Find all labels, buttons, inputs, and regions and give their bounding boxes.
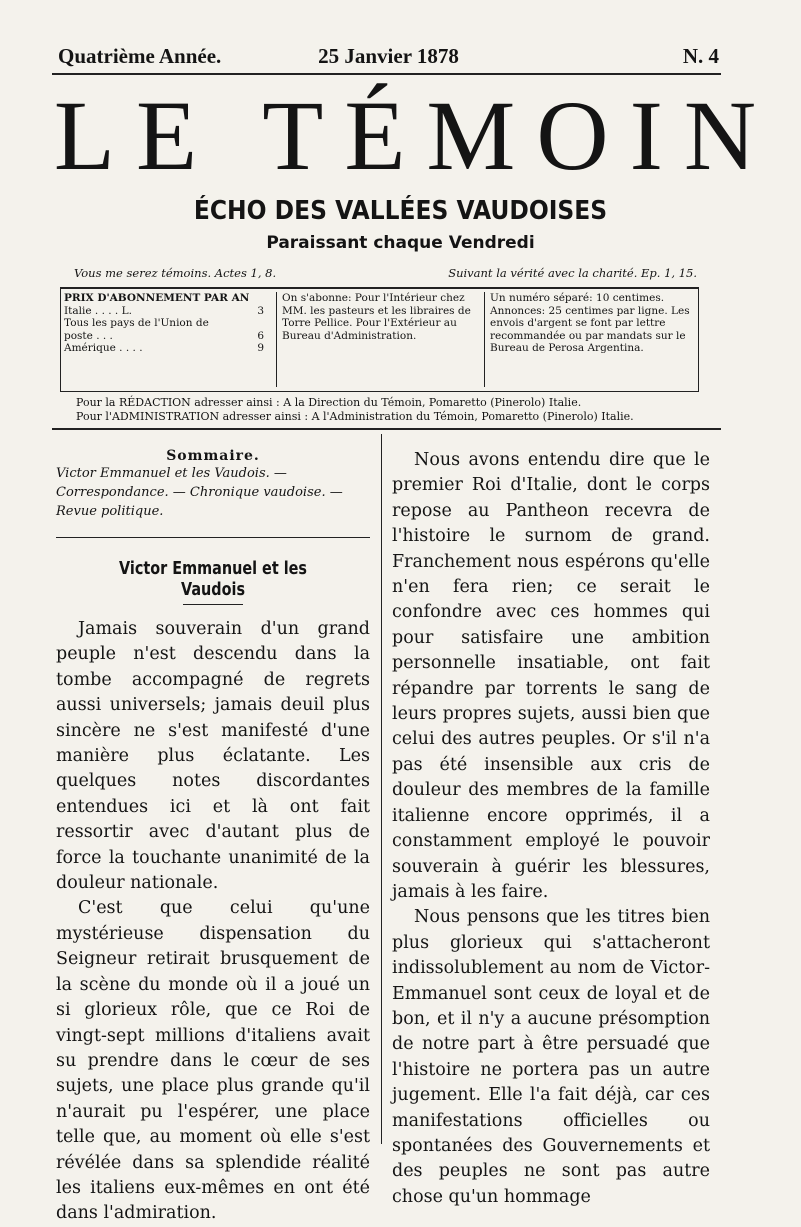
price-row: Italie . . . . L. 3 (64, 304, 264, 317)
sommaire-rule (56, 537, 370, 538)
administration-address: Pour l'ADMINISTRATION adresser ainsi : A l'Administration du Témoin, Pomaretto (Pinerolo) Italie. (76, 410, 634, 423)
paragraph: Nous pensons que les titres bien plus glorieux qui s'attacheront indissolublement au nom de Victor-Emmanuel sont ceux de loyal et de bon, et il n'y a aucune présomption de notre part à être persuadé que l'histoire ne portera pas un autre jugement. Elle l'a fait déjà, car ces manifestations officielles ou spontanées des Gouvernements et des peuples ne sont pas autre chose qu'un hommage (392, 907, 710, 1207)
paragraph: Nous avons entendu dire que le premier Roi d'Italie, dont le corps repose au Pantheon recevra de l'histoire le surnom de grand. Franchement nous espérons qu'elle n'en fera rien; ce serait le confondre avec ces hommes qui pour satisfaire une ambition personnelle insatiable, ont fait répandre par torrents le sang de leurs propres sujets, aussi bien que celui des autres peuples. Or s'il n'a pas été insensible aux cris de douleur des membres de la famille italienne encore opprimés, il a constamment employé le pouvoir souverain à guérir les blessures, jamais à les faire. (392, 450, 710, 902)
box-top-rule (60, 287, 699, 289)
column-divider (381, 434, 382, 1144)
paragraph: C'est que celui qu'une mystérieuse dispensation du Seigneur retirait brusquement de la scène du monde où il a joué un si glorieux rôle, que ce Roi de vingt-sept millions d'italiens avait su prendre dans le cœur de ses sujets, une place plus grande qu'il n'aurait pu l'espérer, une place telle que, au moment où elle s'est révélée dans sa splendide réalité les italiens eux-mêmes en ont été dans l'admiration. (56, 898, 370, 1224)
title-underline (183, 604, 243, 605)
issue-number: N. 4 (682, 44, 719, 68)
subscription-notices: Un numéro séparé: 10 centimes. Annonces: 25 centimes par ligne. Les envois d'argent se font par lettre recommandée ou par mandats sur le Bureau de Perosa Argentina. (490, 292, 690, 354)
motto-right: Suivant la vérité avec la charité. Ep. 1, 15. (448, 266, 697, 280)
box-divider-2 (484, 292, 485, 387)
issue-year: Quatrième Année. (58, 44, 222, 68)
article-body-left (56, 617, 370, 1227)
section-rule (52, 428, 721, 430)
issue-date: 25 Janvier 1878 (318, 44, 459, 68)
price-row: Tous les pays de l'Union de poste . . . 6 (64, 317, 264, 342)
prices-title: PRIX D'ABONNEMENT PAR AN (64, 292, 250, 304)
box-bottom-rule (60, 391, 699, 392)
header-rule (52, 73, 721, 75)
motto-left: Vous me serez témoins. Actes 1, 8. (74, 266, 277, 280)
subscription-info: On s'abonne: Pour l'Intérieur chez MM. les pasteurs et les libraires de Torre Pellice. Pour l'Extérieur au Bureau d'Administration. (282, 292, 471, 342)
article-title: Victor Emmanuel et les Vaudois (119, 558, 307, 600)
subscription-prices (64, 292, 270, 388)
publication-frequency: Paraissant chaque Vendredi (266, 233, 535, 253)
box-left-rule (60, 288, 61, 391)
article-body-right (392, 448, 710, 1210)
box-divider-1 (276, 292, 277, 387)
right-column (392, 448, 710, 1210)
masthead-subtitle: ÉCHO DES VALLÉES VAUDOISES (193, 196, 608, 226)
sommaire-title: Sommaire. (166, 448, 260, 464)
box-right-rule (698, 288, 699, 391)
redaction-address: Pour la RÉDACTION adresser ainsi : A la Direction du Témoin, Pomaretto (Pinerolo) Italie. (76, 396, 582, 409)
left-column (56, 448, 370, 1227)
price-row: Amérique . . . . 9 (64, 342, 264, 354)
paragraph: Jamais souverain d'un grand peuple n'est descendu dans la tombe accompagné de regrets aussi universels; jamais deuil plus sincère ne s'est manifesté d'une manière plus éclatante. Les quelques notes discordantes entendues ici et là ont fait ressortir avec d'autant plus de force la touchante unanimité de la douleur nationale. (56, 619, 370, 894)
masthead-title: LE TÉMOIN (53, 80, 778, 191)
sommaire-text: Victor Emmanuel et les Vaudois. — Correspondance. — Chronique vaudoise. — Revue politique. (56, 466, 343, 519)
